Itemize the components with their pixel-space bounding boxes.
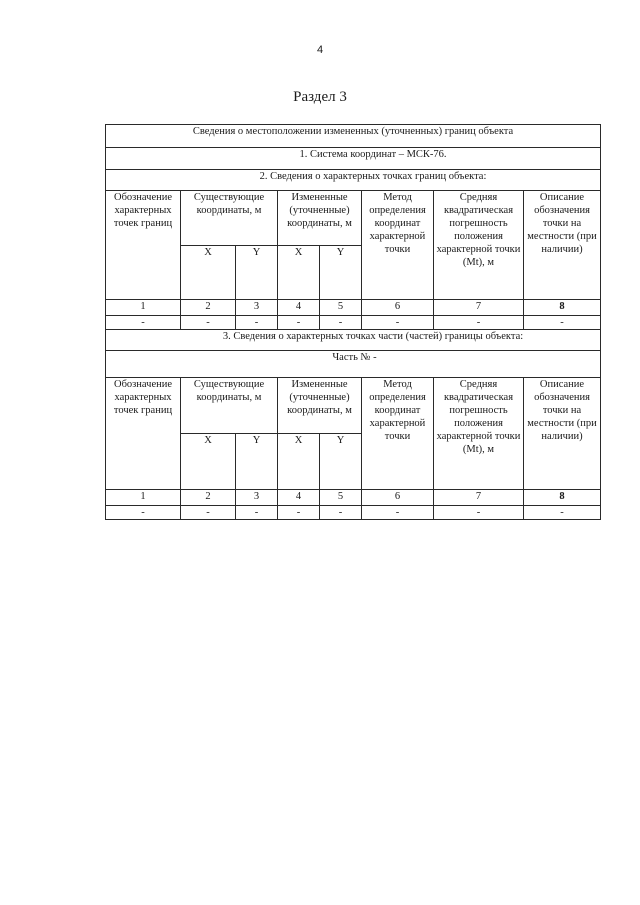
val-7: - <box>434 316 524 330</box>
col-index-5: 5 <box>320 490 362 506</box>
section-3-title: 3. Сведения о характерных точках части (частей) границы объекта: <box>106 330 601 351</box>
col-index-6: 6 <box>362 490 434 506</box>
col-index-5: 5 <box>320 300 362 316</box>
col-index-3: 3 <box>236 490 278 506</box>
page-number: 4 <box>316 44 324 56</box>
header-changed: Измененные (уточненные) координаты, м <box>278 191 362 246</box>
val-4: - <box>278 506 320 520</box>
section-title: Раздел 3 <box>293 89 347 105</box>
header-existing: Существующие координаты, м <box>181 378 278 434</box>
boundary-points-table <box>105 124 601 520</box>
section-2-title: 2. Сведения о характерных точках границ объекта: <box>106 170 601 191</box>
table-title: Сведения о местоположении измененных (уточненных) границ объекта <box>106 125 601 148</box>
col-index-7: 7 <box>434 300 524 316</box>
header-method: Метод определения координат характерной точки <box>362 191 434 300</box>
val-5: - <box>320 506 362 520</box>
col-index-4: 4 <box>278 300 320 316</box>
val-8: - <box>524 506 601 520</box>
header-designation: Обозначение характерных точек границ <box>106 191 181 300</box>
col-index-7: 7 <box>434 490 524 506</box>
header-existing-y: Y <box>236 246 278 300</box>
coordinate-system: 1. Система координат – МСК-76. <box>106 148 601 170</box>
val-3: - <box>236 506 278 520</box>
col-index-3: 3 <box>236 300 278 316</box>
val-2: - <box>181 316 236 330</box>
header-error: Средняя квадратическая погрешность положения характерной точки (Mt), м <box>434 191 524 300</box>
header-method: Метод определения координат характерной точки <box>362 378 434 490</box>
val-7: - <box>434 506 524 520</box>
val-3: - <box>236 316 278 330</box>
col-index-2: 2 <box>181 300 236 316</box>
val-2: - <box>181 506 236 520</box>
val-1: - <box>106 506 181 520</box>
col-index-6: 6 <box>362 300 434 316</box>
col-index-1: 1 <box>106 300 181 316</box>
val-6: - <box>362 506 434 520</box>
part-label: Часть № - <box>106 351 601 378</box>
header-changed: Измененные (уточненные) координаты, м <box>278 378 362 434</box>
col-index-4: 4 <box>278 490 320 506</box>
col-index-8: 8 <box>524 490 601 506</box>
column-index-row <box>106 490 601 506</box>
col-index-8: 8 <box>524 300 601 316</box>
header-existing-x: X <box>181 246 236 300</box>
table-row <box>106 506 601 520</box>
header-error: Средняя квадратическая погрешность положения характерной точки (Mt), м <box>434 378 524 490</box>
col-index-2: 2 <box>181 490 236 506</box>
header-existing: Существующие координаты, м <box>181 191 278 246</box>
header-existing-x: X <box>181 434 236 490</box>
header-description: Описание обозначения точки на местности (при наличии) <box>524 191 601 300</box>
val-8: - <box>524 316 601 330</box>
header-changed-x: X <box>278 434 320 490</box>
val-1: - <box>106 316 181 330</box>
header-changed-y: Y <box>320 434 362 490</box>
column-index-row <box>106 300 601 316</box>
header-designation: Обозначение характерных точек границ <box>106 378 181 490</box>
header-changed-x: X <box>278 246 320 300</box>
header-existing-y: Y <box>236 434 278 490</box>
col-index-1: 1 <box>106 490 181 506</box>
table-row <box>106 316 601 330</box>
header-description: Описание обозначения точки на местности (при наличии) <box>524 378 601 490</box>
val-4: - <box>278 316 320 330</box>
header-changed-y: Y <box>320 246 362 300</box>
val-5: - <box>320 316 362 330</box>
val-6: - <box>362 316 434 330</box>
